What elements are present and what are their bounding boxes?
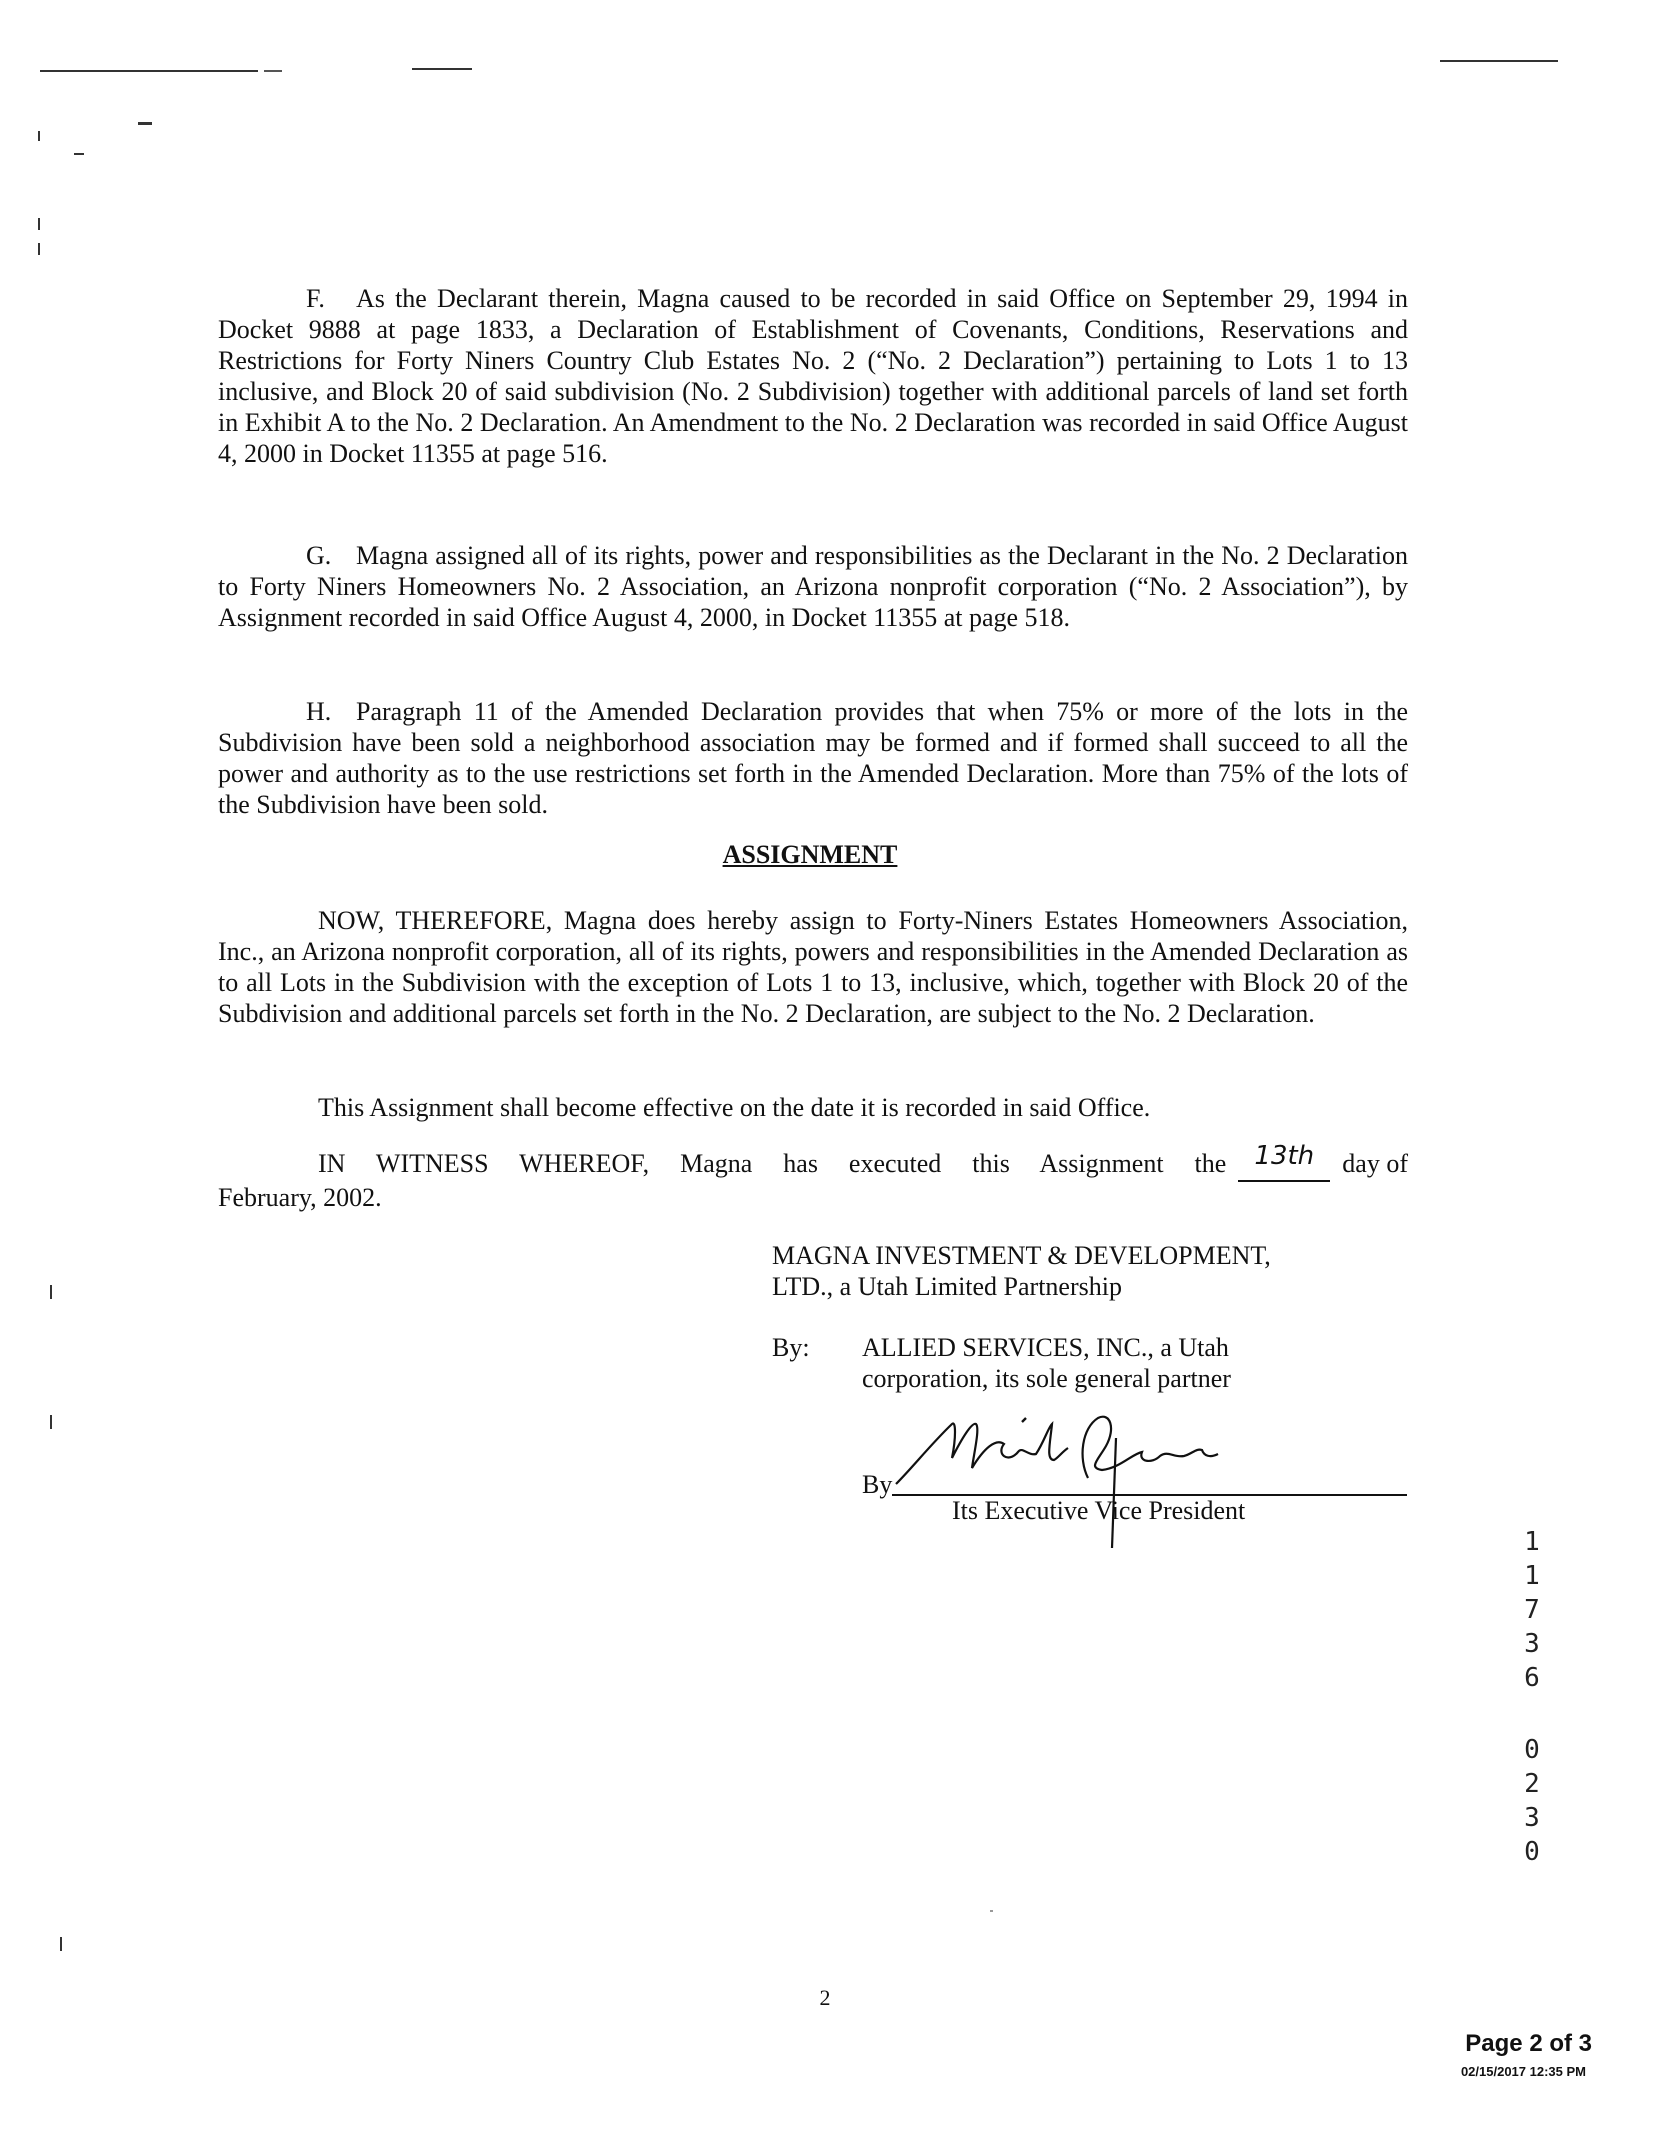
paragraph-h — [218, 696, 1408, 820]
paragraph-g-text: Magna assigned all of its rights, power and responsibilities as the Declarant in the No. 2 Declaration to Forty Niners Homeowners No. 2 Association, an Arizona nonprofit corporation (“No. 2 Association”), by Assignment recorded in said Office August 4, 2000, in Docket 11355 at page 518. — [218, 541, 1408, 632]
recording-digit: 2 — [1524, 1769, 1540, 1799]
recording-digit: 1 — [1524, 1561, 1540, 1591]
witness-date-line: February, 2002. — [218, 1183, 382, 1212]
assignment-heading: ASSIGNMENT — [722, 840, 898, 869]
print-datetime-stamp: 02/15/2017 12:35 PM — [1460, 2064, 1586, 2079]
paragraph-f-text: As the Declarant therein, Magna caused to be recorded in said Office on September 29, 1994 in Docket 9888 at page 1833, a Declaration of Establishment of Covenants, Conditions, Reservations and Restrictions for Forty Niners Country Club Estates No. 2 (“No. 2 Declaration”) pertaining to Lots 1 to 13 inclusive, and Block 20 of said subdivision (No. 2 Subdivision) together with additional parcels of land set forth in Exhibit A to the No. 2 Declaration. An Amendment to the No. 2 Declaration was recorded in said Office August 4, 2000 in Docket 11355 at page 516. — [218, 284, 1408, 468]
scan-artifact-tick — [74, 153, 84, 155]
recording-digit: 1 — [1524, 1527, 1540, 1557]
company-line-1: MAGNA INVESTMENT & DEVELOPMENT, — [772, 1241, 1271, 1270]
recording-digit: 3 — [1524, 1629, 1540, 1659]
witness-text-after: day of — [1342, 1149, 1408, 1178]
scan-artifact-tick — [50, 1285, 52, 1299]
signature-line — [862, 1448, 1407, 1523]
scan-artifact-top-center — [412, 68, 472, 70]
handwritten-day: 13th — [1254, 1141, 1315, 1171]
recording-digit: 0 — [1524, 1735, 1540, 1765]
company-line-2: LTD., a Utah Limited Partnership — [772, 1272, 1122, 1301]
scan-artifact-tick — [138, 122, 152, 125]
page-count-stamp: Page 2 of 3 — [1465, 2030, 1592, 2057]
scan-artifact-top-left — [40, 70, 258, 72]
scan-artifact-top-left-dots — [264, 70, 282, 72]
paragraph-g-label: G. — [306, 541, 332, 570]
paragraph-f-label: F. — [306, 284, 325, 313]
sign-by-label: By — [862, 1470, 893, 1499]
scan-artifact-top-right — [1440, 60, 1558, 62]
paragraph-h-text: Paragraph 11 of the Amended Declaration provides that when 75% or more of the lots in the Subdivision have been sold a neighborhood association may be formed and if formed shall succeed to all the power and authority as to the use restrictions set forth in the Amended Declaration. More than 75% of the lots of the Subdivision have been sold. — [218, 697, 1408, 819]
page-number: 2 — [819, 1985, 831, 2010]
witness-text-before: IN WITNESS WHEREOF, Magna has executed this Assignment the — [318, 1149, 1227, 1178]
by-label: By: — [772, 1333, 810, 1362]
recording-digit: 7 — [1524, 1595, 1540, 1625]
paragraph-f — [218, 283, 1408, 469]
scan-artifact-dot — [990, 1910, 993, 1912]
scan-artifact-tick — [50, 1415, 52, 1429]
partner-line-2: corporation, its sole general partner — [862, 1364, 1231, 1393]
signer-title: Its Executive Vice President — [952, 1496, 1246, 1525]
scan-artifact-tick — [38, 218, 40, 230]
partner-line-1: ALLIED SERVICES, INC., a Utah — [862, 1333, 1229, 1362]
paragraph-h-label: H. — [306, 697, 332, 726]
general-partner-block — [772, 1332, 1231, 1394]
recording-number-vertical — [1518, 1525, 1546, 1869]
witness-day-field — [1238, 1141, 1330, 1182]
assignment-text: NOW, THEREFORE, Magna does hereby assign to Forty-Niners Estates Homeowners Association, Inc., an Arizona nonprofit corporation, all of its rights, powers and responsibilities in the Amended Declaration as to all Lots in the Subdivision with the exception of Lots 1 to 13, inclusive, which, together with Block 20 of the Subdivision and additional parcels set forth in the No. 2 Declaration, are subject to the No. 2 Declaration. — [218, 906, 1408, 1028]
effective-text: This Assignment shall become effective on the date it is recorded in said Office. — [318, 1093, 1151, 1122]
recording-digit: 0 — [1524, 1837, 1540, 1867]
signature-block — [772, 1240, 1271, 1302]
scan-artifact-tick — [38, 131, 40, 141]
paragraph-g — [218, 540, 1408, 633]
recording-digit: 6 — [1524, 1663, 1540, 1693]
effective-paragraph — [218, 1092, 1408, 1123]
recording-digit: 3 — [1524, 1803, 1540, 1833]
assignment-paragraph — [218, 905, 1408, 1029]
scan-artifact-tick — [38, 243, 40, 255]
witness-paragraph — [218, 1141, 1408, 1213]
scan-artifact-tick — [60, 1937, 62, 1951]
